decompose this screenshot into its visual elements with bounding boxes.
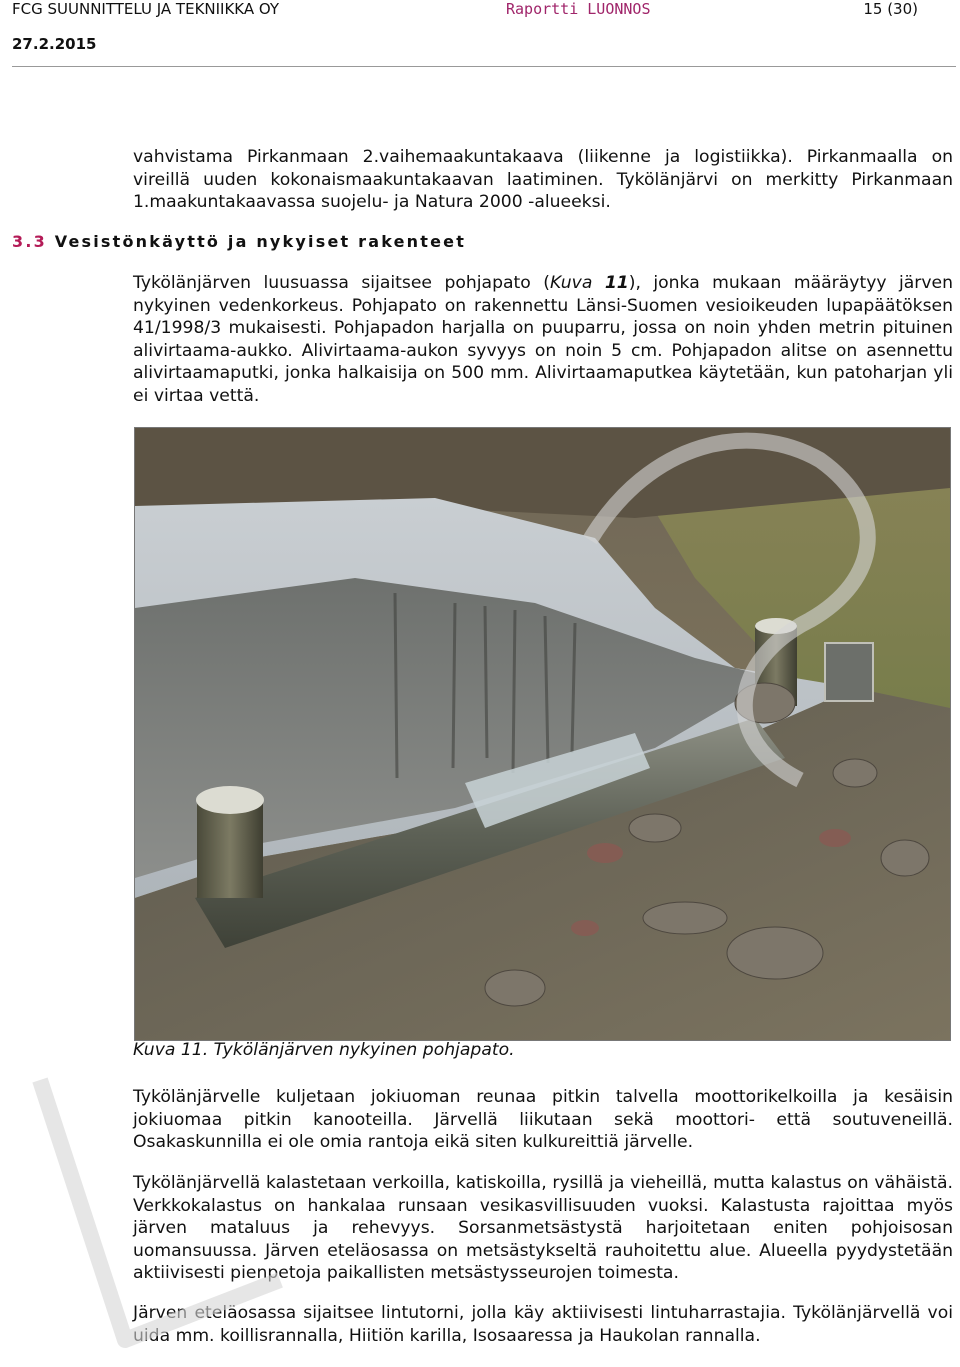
company-name: FCG SUUNNITTELU JA TEKNIIKKA OY: [12, 0, 280, 18]
figure-caption: Kuva 11. Tykölänjärven nykyinen pohjapato.: [133, 1040, 515, 1060]
fishing-paragraph: Tykölänjärvellä kalastetaan verkoilla, katiskoilla, rysillä ja vieheillä, mutta kalastus on vähäistä. Verkkokalastus on hankalaa runsaan vesikasvillisuuden vuoksi. Kalastusta rajoittaa myös järven mataluus ja rehevyys. Sorsanmetsästystä harjoitetaan eniten pohjoisosan uomansuussa. Järven eteläosassa on metsästykseltä rauhoitettu alue. Alueella pyydystetään aktiivisesti pienpetoja paikallisten metsästysseurojen toimesta.: [133, 1173, 953, 1284]
dam-photo: [134, 427, 951, 1041]
section-heading: [12, 232, 466, 251]
access-paragraph: Tykölänjärvelle kuljetaan jokiuoman reunaa pitkin talvella moottorikelkoilla ja kesäisin jokiuomaa pitkin kanooteilla. Järvellä liikutaan sekä moottori- että soutuveneillä. Osakaskunnilla ei ole omia rantoja eikä siten kulkureittiä järvelle.: [133, 1087, 953, 1153]
page-number: 15 (30): [863, 0, 918, 18]
section-title: Vesistönkäyttö ja nykyiset rakenteet: [54, 232, 467, 251]
section-number: 3.3: [12, 232, 47, 251]
page-header: [12, 0, 948, 30]
birds-paragraph: Järven eteläosassa sijaitsee lintutorni, jolla käy aktiivisesti lintuharrastajia. Tykölänjärvellä voi uida mm. koillisrannalla, Hiitiön karilla, Isosaaressa ja Haukolan rannalla.: [133, 1303, 953, 1346]
header-divider: [12, 66, 956, 67]
report-date: 27.2.2015: [12, 35, 97, 53]
report-status: Raportti LUONNOS: [506, 0, 651, 18]
dam-paragraph: Tykölänjärven luusuassa sijaitsee pohjapato (Kuva 11), jonka mukaan määräytyy järven nykyinen vedenkorkeus. Pohjapato on rakennettu Länsi-Suomen vesioikeuden lupapäätöksen 41/1998/3 mukaisesti. Pohjapadon harjalla on puuparru, jossa on noin yhden metrin pituinen alivirtaama-aukko. Alivirtaama-aukon syvyys on noin 5 cm. Pohjapadon alitse on asennettu alivirtaamaputki, jonka halkaisija on 500 mm. Alivirtaamaputkea käytetään, kun patoharjan yli ei virtaa vettä.: [133, 273, 954, 406]
intro-paragraph: vahvistama Pirkanmaan 2.vaihemaakuntakaava (liikenne ja logistiikka). Pirkanmaalla on vireillä uuden kokonaismaakuntakaavan laatiminen. Tykölänjärvi on merkitty Pirkanmaan 1.maakuntakaavassa suojelu- ja Natura 2000 -alueeksi.: [133, 147, 953, 213]
